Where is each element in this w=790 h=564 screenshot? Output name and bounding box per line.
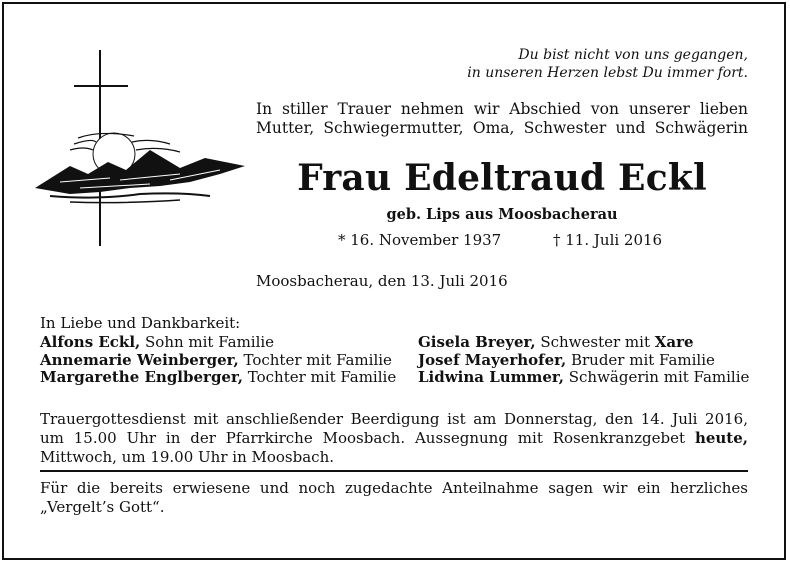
death-date: † 11. Juli 2016: [553, 231, 663, 249]
mourner-name: Lidwina Lummer,: [418, 368, 564, 386]
mourner-relation: Schwester mit: [535, 333, 655, 351]
intro-text: In stiller Trauer nehmen wir Abschied von unserer lieben Mutter, Schwiegermutter, Oma, Schwester und Schwägerin: [256, 100, 748, 137]
mourner-relation: Bruder mit Familie: [566, 350, 715, 369]
closing-thanks: Für die bereits erwiesene und noch zugedachte Anteilnahme sagen wir ein herzliches „Vergelt’s Gott“.: [40, 479, 748, 516]
mourner-relation: Tochter mit Familie: [243, 368, 397, 386]
divider-line: [40, 470, 748, 472]
mourner-relation: Sohn mit Familie: [140, 333, 275, 351]
service-highlight: heute,: [694, 429, 748, 447]
service-announcement: [40, 410, 748, 467]
motto-line-1: Du bist nicht von uns gegangen,: [518, 47, 748, 63]
mourner-entry: [418, 352, 749, 370]
place-and-date: Moosbacherau, den 13. Juli 2016: [256, 272, 508, 290]
mourner-name: Gisela Breyer,: [418, 333, 536, 351]
mourners-right-column: [418, 334, 749, 387]
motto-verse: [380, 46, 748, 82]
mourner-entry: [418, 369, 749, 387]
mourner-name: Alfons Eckl,: [40, 333, 141, 351]
mourner-entry: [40, 352, 396, 370]
mourner-relation: Tochter mit Familie: [238, 350, 392, 369]
birth-name: geb. Lips aus Moosbacherau: [386, 206, 618, 223]
mourner-extra-name: Xare: [654, 333, 694, 351]
mourner-entry: [40, 369, 396, 387]
mourners-left-column: [40, 334, 396, 387]
mourner-entry: [40, 334, 396, 352]
cross-and-mountains-icon: [30, 46, 250, 251]
deceased-name: Frau Edeltraud Eckl: [297, 157, 707, 199]
mourner-name: Margarethe Englberger,: [40, 368, 244, 386]
thanks-heading: In Liebe und Dankbarkeit:: [40, 314, 241, 332]
mourner-name: Annemarie Weinberger,: [40, 350, 239, 369]
service-text: Trauergottesdienst mit anschließender Beerdigung ist am Donnerstag, den 14. Juli 2016, um 15.00 Uhr in der Pfarrkirche Moosbach. Aussegnung mit Rosenkranzgebet: [40, 410, 748, 447]
mourner-relation: Schwägerin mit Familie: [563, 368, 750, 386]
service-text-end: Mittwoch, um 19.00 Uhr in Moosbach.: [40, 448, 335, 466]
mourner-entry: [418, 334, 749, 352]
birth-date: * 16. November 1937: [338, 231, 502, 249]
motto-line-2: in unseren Herzen lebst Du immer fort.: [467, 65, 748, 81]
mourner-name: Josef Mayerhofer,: [418, 350, 567, 369]
